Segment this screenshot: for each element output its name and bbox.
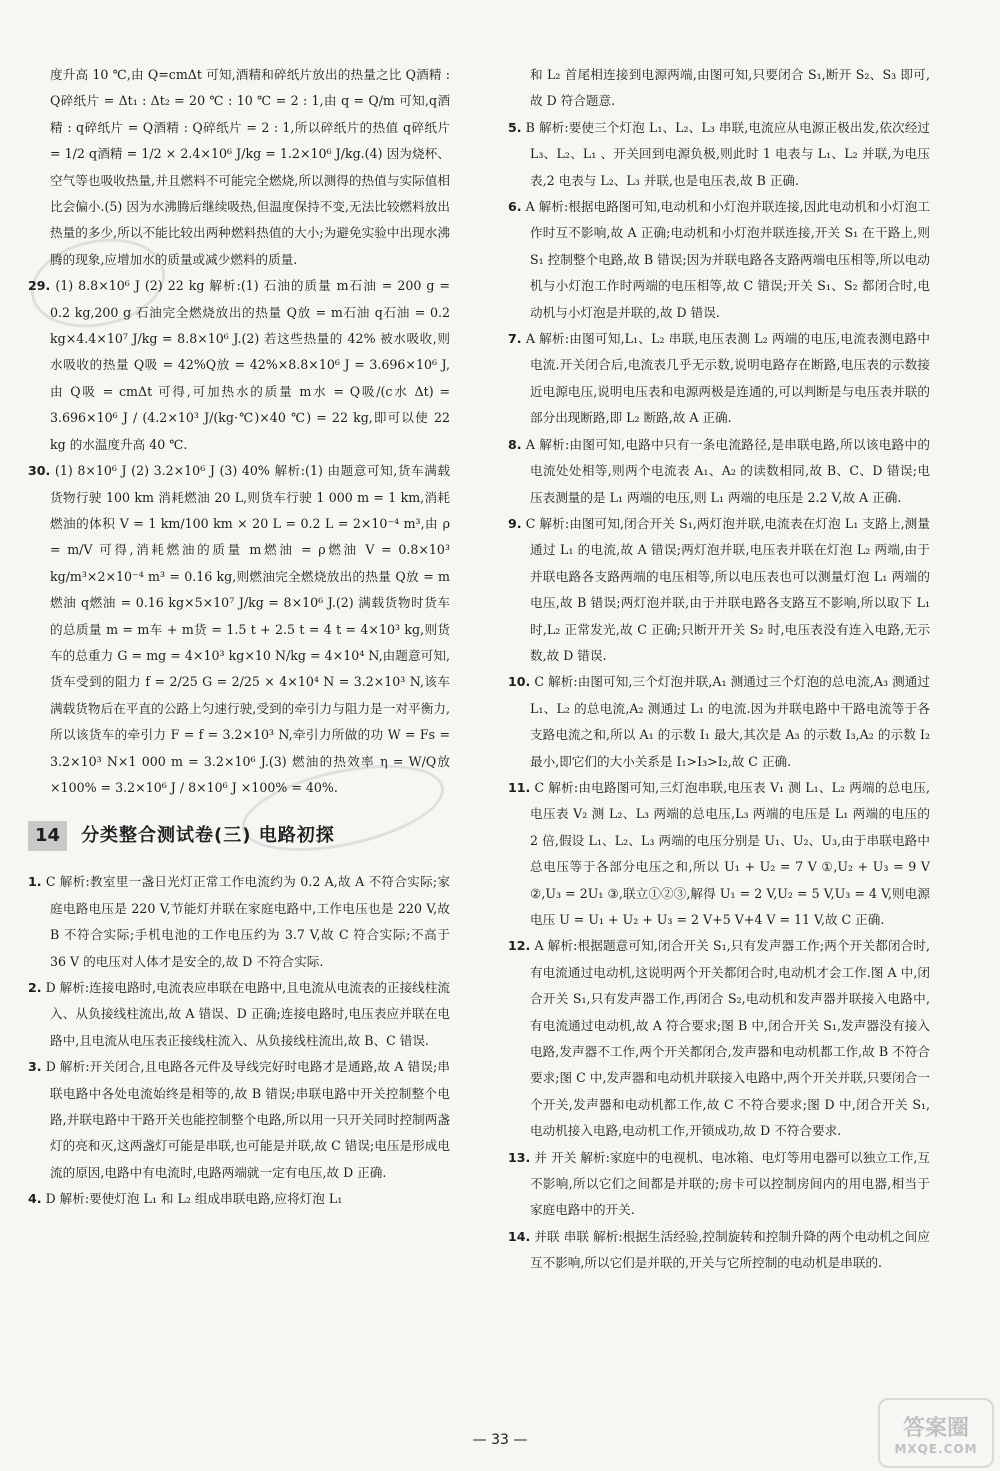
answer-item-4 [28,1186,450,1212]
item-number: 8. [508,436,522,452]
item-number: 3. [28,1059,42,1075]
item-number: 13. [508,1149,531,1165]
item-text: C 解析:由电路图可知,三灯泡串联,电压表 V₁ 测 L₁、L₂ 两端的总电压,电压表 V₂ 测 L₂、L₃ 两端的总电压,L₃ 两端的电压是 L₁ 两端的电压的 2 倍,假设 L₁、L₂、L₃ 两端的电压分别是 U₁、U₂、U₃,由于串联电路中总电压等于各部分电压之和,所以 U₁ + U₂ = 7 V ①,U₂ + U₃ = 9 V ②,U₃ = 2U₁ ③,联立①②③,解得 U₁ = 2 V,U₂ = 5 V,U₃ = 4 V,则电源电压 U = U₁ + U₂ + U₃ = 2 V+5 V+4 V = 11 V,故 C 正确. [530,779,930,927]
item-text: C 解析:教室里一盏日光灯正常工作电流约为 0.2 A,故 A 不符合实际;家庭电路电压是 220 V,节能灯并联在家庭电路中,工作电压也是 220 V,故 B 不符合实际;手机电池的工作电压约为 3.7 V,故 C 符合实际;不高于 36 V 的电压对人体才是安全的,故 D 不符合实际. [45,874,451,969]
item-number: 4. [28,1191,42,1207]
item-number: 12. [508,938,531,954]
answer-item-13 [508,1145,930,1224]
item-text: 并 开关 解析:家庭中的电视机、电冰箱、电灯等用电器可以独立工作,互不影响,所以它们之间都是并联的;房卡可以控制房间内的用电器,相当于家庭电路中的开关. [530,1149,930,1218]
item-text: C 解析:由图可知,三个灯泡并联,A₁ 测通过三个灯泡的总电流,A₃ 测通过 L₁、L₂ 的总电流,A₂ 测通过 L₁ 的电流.因为并联电路中干路电流等于各支路电流之和,所以 A₁ 的示数 I₁ 最大,其次是 A₃ 的示数 I₃,A₂ 的示数 I₂ 最小,即它们的大小关系是 I₁>I₃>I₂,故 C 正确. [530,674,930,769]
answer-item-12 [508,933,930,1144]
page-number: — 33 — [472,1432,528,1448]
answer-item-7 [508,326,930,432]
answer-item-14 [508,1224,930,1277]
site-watermark-logo [878,1398,994,1468]
item-number: 9. [508,515,522,531]
item-text: C 解析:由图可知,闭合开关 S₁,两灯泡并联,电流表在灯泡 L₁ 支路上,测量通过 L₁ 的电流,故 A 错误;两灯泡并联,电压表并联在灯泡 L₂ 两端,由于并联电路各支路两端的电压相等,所以电压表也可以测量灯泡 L₁ 两端的电压,故 B 错误;两灯泡并联,由于并联电路各支路互不影响,所以取下 L₁ 时,L₂ 正常发光,故 C 正确;只断开开关 S₂ 时,电压表没有连入电路,无示数,故 D 错误. [525,515,930,663]
item-text: A 解析:根据电路图可知,电动机和小灯泡并联连接,因此电动机和小灯泡工作时互不影响,故 A 正确;电动机和小灯泡并联连接,开关 S₁ 在干路上,则 S₁ 控制整个电路,故 B 错误;因为并联电路各支路两端电压相等,所以电动机与小灯泡工作时两端的电压相等,故 C 错误;开关 S₁、S₂ 都闭合时,电动机与小灯泡是并联的,故 D 错误. [525,199,930,320]
answer-item-2 [28,975,450,1054]
answer-item-29 [28,273,450,458]
answer-item-30 [28,458,450,801]
item-text: 并联 串联 解析:根据生活经验,控制旋转和控制升降的两个电动机之间应互不影响,所以它们是并联的,开关与它所控制的电动机是串联的. [530,1228,930,1271]
item-text: D 解析:连接电路时,电流表应串联在电路中,且电流从电流表的正接线柱流入、从负接线柱流出,故 A 错误、D 正确;连接电路时,电压表应并联在电路中,且电流从电压表正接线柱流入、从负接线柱流出,故 B、C 错误. [45,980,450,1048]
answer-item-9 [508,511,930,669]
item-number: 14. [508,1228,531,1244]
q28-continuation: 度升高 10 ℃,由 Q=cmΔt 可知,酒精和碎纸片放出的热量之比 Q酒精 : Q碎纸片 = Δt₁ : Δt₂ = 20 ℃ : 10 ℃ = 2 : 1,由 q = Q/m 可知,q酒精 : q碎纸片 = Q酒精 : Q碎纸片 = 2 : 1,所以碎纸片的热值 q碎纸片 = 1/2 q酒精 = 1/2 × 2.4×10⁶ J/kg = 1.2×10⁶ J/kg.(4) 因为烧杯、空气等也吸收热量,并且燃料不可能完全燃烧,所以测得的热值与实际值相比会偏小.(5) 因为水沸腾后继续吸热,但温度保持不变,无法比较燃料放出热量的多少,所以不能比较出两种燃料热值的大小;为避免实验中出现水沸腾的现象,应增加水的质量或减少燃料的质量. [50,67,450,267]
item-text: A 解析:根据题意可知,闭合开关 S₁,只有发声器工作;两个开关都闭合时,有电流通过电动机,这说明两个开关都闭合时,电动机才会工作.图 A 中,闭合开关 S₁,只有发声器工作,再闭合 S₂,电动机和发声器并联接入电路中,有电流通过电动机,故 A 符合要求;图 B 中,闭合开关 S₁,发声器没有接入电路,发声器不工作,两个开关都闭合,发声器和电动机都工作,故 B 不符合要求;图 C 中,发声器和电动机并联接入电路中,两个开关并联,只要闭合一个开关,发声器和电动机都工作,故 C 不符合要求;图 D 中,闭合开关 S₁,电动机接入电路,电动机工作,开锁成功,故 D 不符合要求. [530,938,930,1139]
answer-item-10 [508,669,930,775]
item-text: D 解析:要使灯泡 L₁ 和 L₂ 组成串联电路,应将灯泡 L₁ [45,1191,343,1207]
item-number: 11. [508,779,531,795]
item-text: D 解析:开关闭合,且电路各元件及导线完好时电路才是通路,故 A 错误;串联电路中各处电流始终是相等的,故 B 错误;串联电路中开关控制整个电路,并联电路中干路开关也能控制整个电路,所以用一只开关同时控制两盏灯的亮和灭,这两盏灯可能是串联,也可能是并联,故 C 错误;电压是形成电流的原因,电路中有电流时,电路两端就一定有电压,故 D 正确. [45,1059,450,1180]
answer-item-6 [508,194,930,326]
item-text: A 解析:由图可知,电路中只有一条电流路径,是串联电路,所以该电路中的电流处处相等,则两个电流表 A₁、A₂ 的读数相同,故 B、C、D 错误;电压表测量的是 L₁ 两端的电压,则 L₁ 两端的电压是 2.2 V,故 A 正确. [525,436,930,505]
item-number: 29. [28,278,51,294]
watermark-main-text: 答案圈 [902,1415,969,1441]
section-number: 14 [28,821,67,851]
item-number: 6. [508,199,522,215]
right-column [508,62,930,1277]
answer-item-11 [508,775,930,933]
answer-item-5 [508,115,930,194]
item-text: A 解析:由图可知,L₁、L₂ 串联,电压表测 L₂ 两端的电压,电流表测电路中电流.开关闭合后,电流表几乎无示数,说明电路存在断路,电压表的示数接近电源电压,说明电压表和电源两极是连通的,可以判断是与电压表并联的部分出现断路,即 L₂ 断路,故 A 正确. [525,331,930,426]
item-number: 2. [28,980,42,995]
item-number: 30. [28,463,51,479]
left-column [28,62,450,1213]
answer-item-8 [508,432,930,511]
q4-continuation: 和 L₂ 首尾相连接到电源两端,由图可知,只要闭合 S₁,断开 S₂、S₃ 即可,故 D 符合题意. [530,67,930,109]
item-number: 10. [508,674,531,690]
answer-item-1 [28,869,450,975]
item-number: 7. [508,331,522,347]
item-text: B 解析:要使三个灯泡 L₁、L₂、L₃ 串联,电流应从电源正极出发,依次经过 L₃、L₂、L₁ 、开关回到电源负极,则此时 1 电表与 L₁、L₂ 并联,为电压表,2 电表与 L₂、L₃ 并联,也是电压表,故 B 正确. [525,119,930,188]
item-number: 5. [508,119,522,135]
item-text: (1) 8.8×10⁶ J (2) 22 kg 解析:(1) 石油的质量 m石油 = 200 g = 0.2 kg,200 g 石油完全燃烧放出的热量 Q放 = m石油 q石油 = 0.2 kg×4.4×10⁷ J/kg = 8.8×10⁶ J.(2) 若这些热量的 42% 被水吸收,则水吸收的热量 Q吸 = 42%Q放 = 42%×8.8×10⁶ J = 3.696×10⁶ J,由 Q吸 = cmΔt 可得,可加热水的质量 m水 = Q吸/(c水 Δt) = 3.696×10⁶ J / (4.2×10³ J/(kg·℃)×40 ℃) = 22 kg,即可以使 22 kg 的水温度升高 40 ℃. [50,278,450,452]
item-text: (1) 8×10⁶ J (2) 3.2×10⁶ J (3) 40% 解析:(1) 由题意可知,货车满载货物行驶 100 km 消耗燃油 20 L,则货车行驶 1 000 m = 1 km,消耗燃油的体积 V = 1 km/100 km × 20 L = 0.2 L = 2×10⁻⁴ m³,由 ρ = m/V 可得,消耗燃油的质量 m燃油 = ρ燃油 V = 0.8×10³ kg/m³×2×10⁻⁴ m³ = 0.16 kg,则燃油完全燃烧放出的热量 Q放 = m燃油 q燃油 = 0.16 kg×5×10⁷ J/kg = 8×10⁶ J.(2) 满载货物时货车的总质量 m = m车 + m货 = 1.5 t + 2.5 t = 4 t = 4×10³ kg,则货车的总重力 G = mg = 4×10³ kg×10 N/kg = 4×10⁴ N,由题意可知,货车受到的阻力 f = 2/25 G = 2/25 × 4×10⁴ N = 3.2×10³ N,该车满载货物后在平直的公路上匀速行驶,受到的牵引力与阻力是一对平衡力,所以该货车的牵引力 F = f = 3.2×10³ N,牵引力所做的功 W = Fs = 3.2×10³ N×1 000 m = 3.2×10⁶ J.(3) 燃油的热效率 η = W/Q放 ×100% = 3.2×10⁶ J / 8×10⁶ J ×100% = 40%. [50,463,450,795]
item-number: 1. [28,874,42,890]
watermark-sub-text: MXQE.COM [894,1441,978,1456]
section-heading [28,821,450,851]
answer-item-3 [28,1054,450,1186]
section-title: 分类整合测试卷(三) 电路初探 [81,825,335,847]
